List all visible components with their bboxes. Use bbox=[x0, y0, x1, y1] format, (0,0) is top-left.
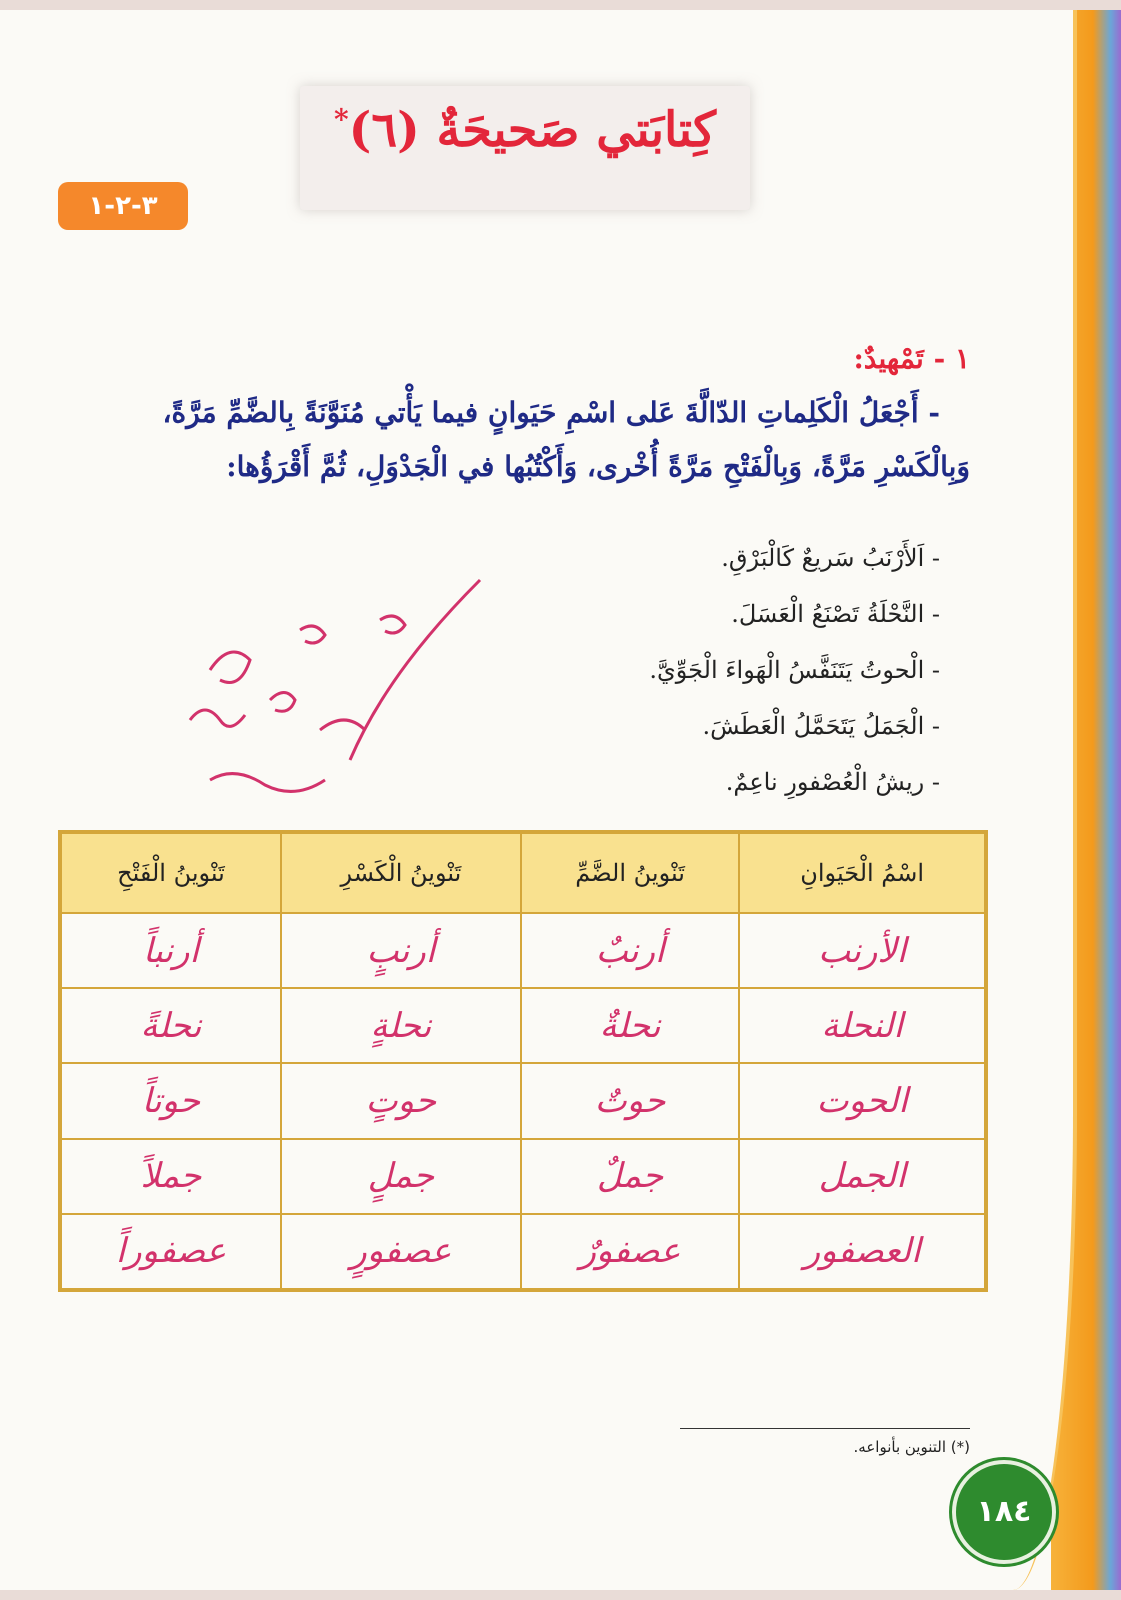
page-title-text: كِتابَتي صَحيحَةٌ (٦) bbox=[348, 102, 717, 158]
table-cell: أرنبٍ bbox=[281, 913, 521, 988]
sentence-item: - الْحوتُ يَتَنَفَّسُ الْهَواءَ الْجَوِّيَّ. bbox=[649, 656, 940, 684]
table-cell: الأرنب bbox=[739, 913, 985, 988]
table-cell: أرنباً bbox=[61, 913, 281, 988]
sentence-item: - اَلأَرْنَبُ سَريعٌ كَالْبَرْقِ. bbox=[721, 544, 940, 572]
table-cell: جملاً bbox=[61, 1139, 281, 1214]
page-edge-curve bbox=[1013, 10, 1077, 1590]
tanween-table bbox=[58, 830, 988, 1292]
table-cell: نحلةً bbox=[61, 988, 281, 1063]
table-cell: حوتٌ bbox=[521, 1063, 740, 1138]
table-cell: عصفوراً bbox=[61, 1214, 281, 1289]
table-header-row bbox=[61, 833, 985, 913]
sentence-item: - الْجَمَلُ يَتَحَمَّلُ الْعَطَشَ. bbox=[702, 712, 940, 740]
sentence-item: - النَّحْلَةُ تَصْنَعُ الْعَسَلَ. bbox=[731, 600, 940, 628]
footnote-divider bbox=[680, 1428, 970, 1429]
footnote: (*) التنوين بأنواعه. bbox=[853, 1438, 970, 1456]
table-row bbox=[61, 1214, 985, 1289]
sentence-list bbox=[600, 530, 940, 810]
lesson-code-badge: ٣-٢-١ bbox=[58, 182, 188, 230]
table-cell: النحلة bbox=[739, 988, 985, 1063]
table-row bbox=[61, 913, 985, 988]
exercise-heading: ١ - تَمْهيدٌ: bbox=[853, 342, 970, 375]
column-header-damma: تَنْوينُ الضَّمِّ bbox=[521, 833, 740, 913]
table-cell: العصفور bbox=[739, 1214, 985, 1289]
table-cell: جملٌ bbox=[521, 1139, 740, 1214]
instruction-line-1: - أَجْعَلُ الْكَلِماتِ الدّالَّةَ عَلى اسْمِ حَيَوانٍ فيما يَأْتي مُنَوَّنَةً بِالضَّمِّ مَرَّةً، bbox=[162, 396, 940, 429]
table-cell: عصفورٍ bbox=[281, 1214, 521, 1289]
sentence-item: - ريشُ الْعُصْفورِ ناعِمٌ. bbox=[725, 768, 940, 796]
page-title bbox=[300, 102, 750, 158]
instruction-line-2: وَبِالْكَسْرِ مَرَّةً، وَبِالْفَتْحِ مَرَّةً أُخْرى، وَأَكْتُبُها في الْجَدْوَلِ، ثُمَّ أَقْرَؤُها: bbox=[226, 450, 970, 483]
table-cell: عصفورٌ bbox=[521, 1214, 740, 1289]
table-row bbox=[61, 988, 985, 1063]
table-cell: أرنبٌ bbox=[521, 913, 740, 988]
workbook-page bbox=[0, 10, 1121, 1590]
exercise-instructions bbox=[70, 332, 970, 494]
table-row bbox=[61, 1139, 985, 1214]
table-cell: الحوت bbox=[739, 1063, 985, 1138]
column-header-fatha: تَنْوينُ الْفَتْحِ bbox=[61, 833, 281, 913]
column-header-animal: اسْمُ الْحَيَوانِ bbox=[739, 833, 985, 913]
table-cell: حوتٍ bbox=[281, 1063, 521, 1138]
table-cell: جملٍ bbox=[281, 1139, 521, 1214]
handwritten-scribble bbox=[150, 570, 510, 820]
page-number-badge: ١٨٤ bbox=[952, 1460, 1056, 1564]
table-cell: حوتاً bbox=[61, 1063, 281, 1138]
table-cell: نحلةٌ bbox=[521, 988, 740, 1063]
table-cell: الجمل bbox=[739, 1139, 985, 1214]
title-footnote-star: * bbox=[333, 103, 349, 136]
table-cell: نحلةٍ bbox=[281, 988, 521, 1063]
table-row bbox=[61, 1063, 985, 1138]
column-header-kasra: تَنْوينُ الْكَسْرِ bbox=[281, 833, 521, 913]
